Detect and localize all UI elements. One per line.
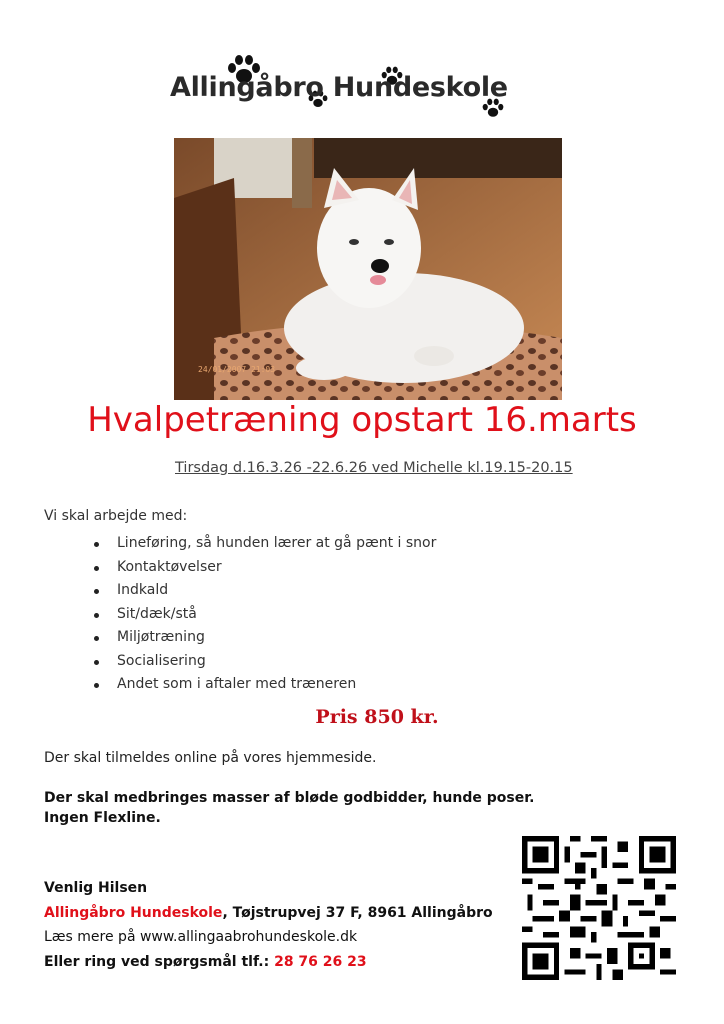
list-item: Indkald: [92, 579, 436, 603]
bring-line: Ingen Flexline.: [44, 810, 161, 826]
page-title: Hvalpetræning opstart 16.marts: [87, 400, 637, 440]
puppy-photo: [174, 138, 562, 400]
phone-label: Eller ring ved spørgsmål tlf.:: [44, 953, 275, 970]
logo-text: Allingåbro Hundeskole: [170, 72, 508, 103]
list-item: Miljøtræning: [92, 626, 436, 650]
signup-text: Der skal tilmeldes online på vores hjemmeside.: [44, 750, 377, 766]
phone-line: [44, 950, 493, 975]
photo-timestamp: 24/01/2007 21:03: [198, 365, 276, 374]
list-item: Sit/dæk/stå: [92, 603, 436, 627]
bring-line: Der skal medbringes masser af bløde godbidder, hunde poser.: [44, 790, 535, 806]
topics-list: [92, 532, 436, 697]
closing-block: [44, 876, 493, 974]
phone-number[interactable]: 28 76 26 23: [274, 953, 367, 970]
list-item: Lineføring, så hunden lærer at gå pænt i snor: [92, 532, 436, 556]
school-name: Allingåbro Hundeskole: [44, 904, 223, 921]
address-line: [44, 901, 493, 926]
website-line[interactable]: Læs mere på www.allingaabrohundeskole.dk: [44, 929, 358, 945]
bring-notice: [44, 788, 534, 828]
list-item: Socialisering: [92, 650, 436, 674]
logo: [162, 50, 562, 130]
topics-intro: Vi skal arbejde med:: [44, 508, 188, 524]
list-item: Andet som i aftaler med træneren: [92, 673, 436, 697]
price-label: Pris 850 kr.: [315, 706, 439, 728]
address: , Tøjstrupvej 37 F, 8961 Allingåbro: [222, 904, 493, 921]
greeting: Venlig Hilsen: [44, 880, 148, 896]
schedule-text: Tirsdag d.16.3.26 -22.6.26 ved Michelle kl.19.15-20.15: [175, 460, 573, 476]
qr-code-icon[interactable]: [522, 836, 676, 980]
list-item: Kontaktøvelser: [92, 556, 436, 580]
